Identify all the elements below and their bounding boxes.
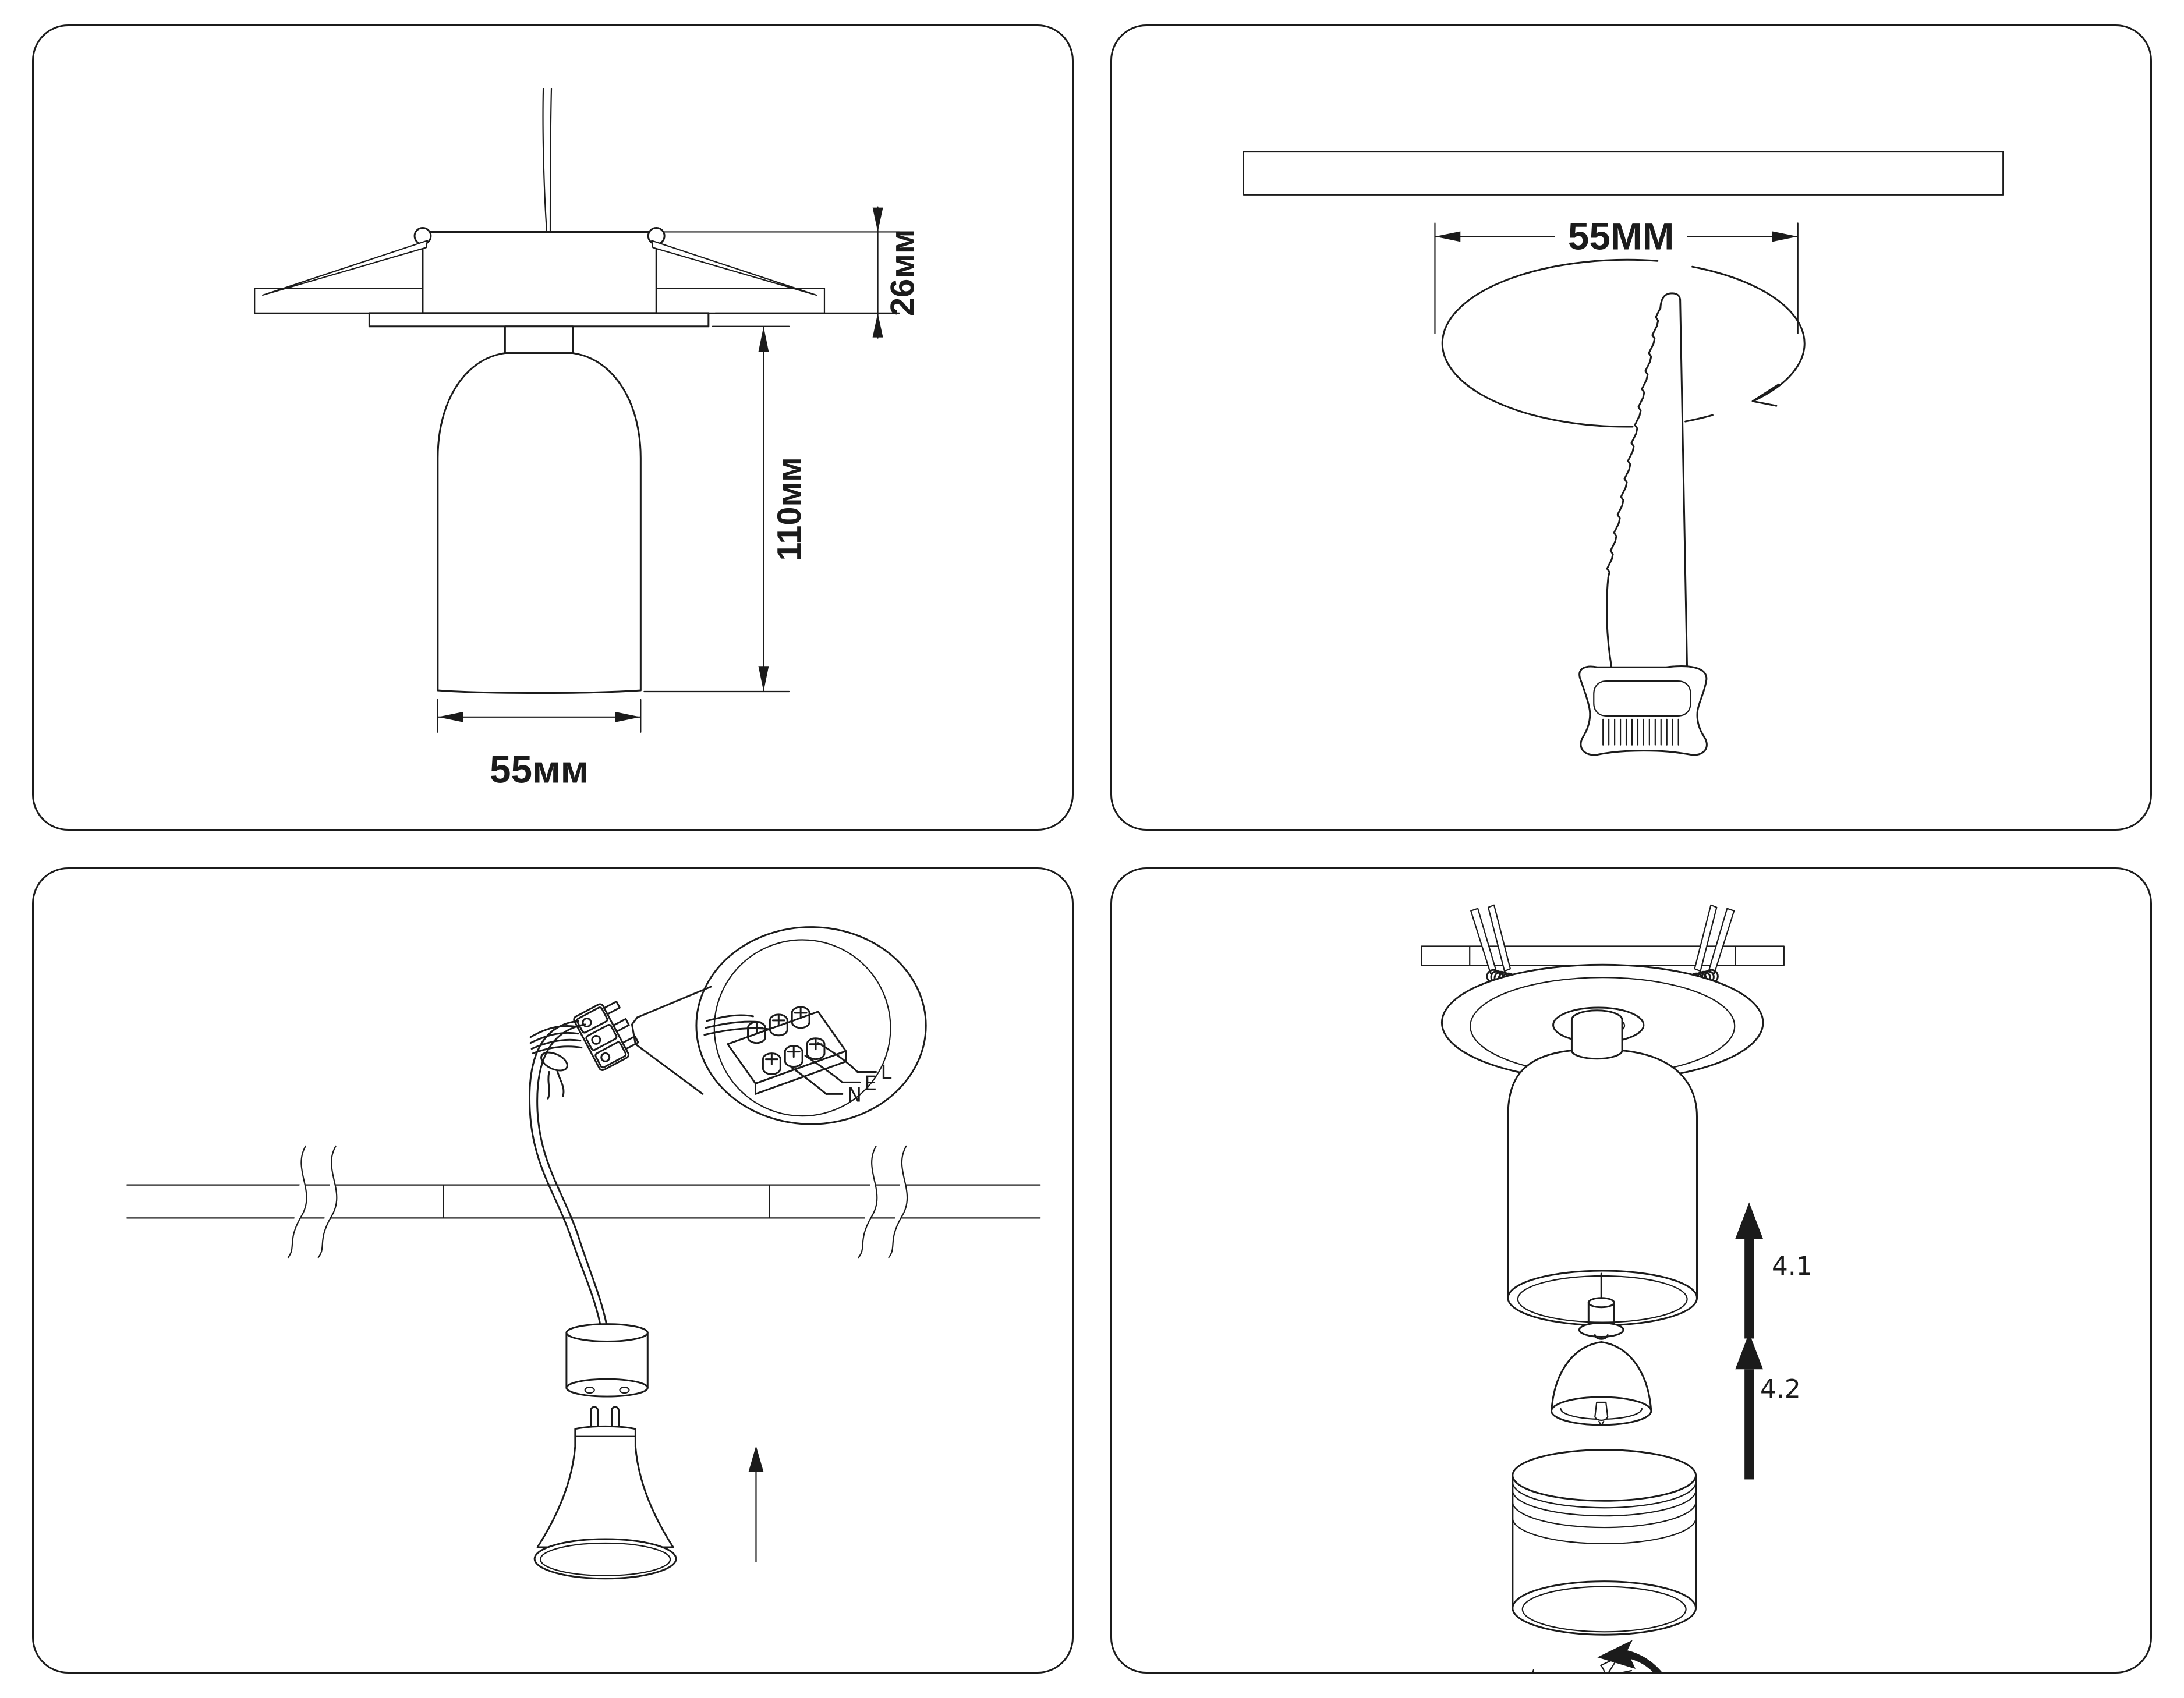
gu10-lamp [535, 1407, 676, 1579]
panel-lamp-assembly [1110, 867, 2152, 1674]
ceiling-hatch [1244, 151, 2003, 195]
break-line [889, 1146, 907, 1257]
gx53-lamp [1513, 1450, 1696, 1635]
recess-depth-label: 26мм [884, 229, 922, 316]
rotate-arrow [1597, 1640, 1668, 1672]
step-arrow-4-2 [1735, 1333, 1800, 1480]
panel-mains-wiring [32, 867, 1074, 1674]
break-line [859, 1146, 877, 1257]
neutral-label: N [847, 1083, 862, 1107]
saw-blade-back [1661, 293, 1687, 668]
wiring-drawing [34, 869, 1072, 1672]
connector-strip [530, 997, 642, 1099]
ceiling-section [127, 1146, 1040, 1257]
trim-flange [369, 313, 708, 327]
assembly-drawing [1112, 869, 2150, 1672]
break-line [288, 1146, 307, 1257]
step-arrow-4-1 [1735, 1203, 1812, 1339]
hole-diameter-label: 55MM [1567, 215, 1675, 258]
height-label: 110мм [771, 457, 809, 561]
fixture-body [369, 313, 708, 693]
reflector-bell [1552, 1342, 1651, 1425]
step-4-2-label: 4.2 [1760, 1374, 1801, 1405]
dimension-height [644, 327, 808, 692]
spring-arm-left [263, 240, 427, 295]
diameter-label: 55мм [489, 748, 589, 791]
live-label: L [880, 1061, 892, 1084]
rotate-symbol [1532, 1640, 1668, 1672]
spring-arm-right [652, 240, 816, 295]
saw-blade-teeth [1607, 308, 1661, 668]
panel-fixture-dimensions [32, 24, 1074, 831]
rotation-ellipse [1442, 260, 1804, 427]
fixture-dimensions-drawing [34, 26, 1072, 829]
fixture-neck [1571, 1011, 1622, 1059]
wire-tails [548, 1070, 564, 1098]
keyhole-saw [1580, 293, 1707, 755]
ceiling-hatch [1422, 946, 1784, 965]
earth-label: E [864, 1072, 877, 1095]
break-line [318, 1146, 337, 1257]
dimension-hole [1435, 215, 1797, 333]
panel-ceiling-cutout [1110, 24, 2152, 831]
supply-cable [529, 1021, 608, 1333]
insert-arrow [749, 1446, 764, 1562]
lamp-holder [567, 1324, 647, 1396]
dimension-diameter [438, 700, 640, 790]
mains-wire [543, 89, 551, 232]
cutout-drawing [1112, 26, 2150, 829]
fixture-neck [505, 327, 572, 353]
recessed-can [263, 228, 816, 313]
step-4-1-label: 4.1 [1771, 1251, 1813, 1281]
